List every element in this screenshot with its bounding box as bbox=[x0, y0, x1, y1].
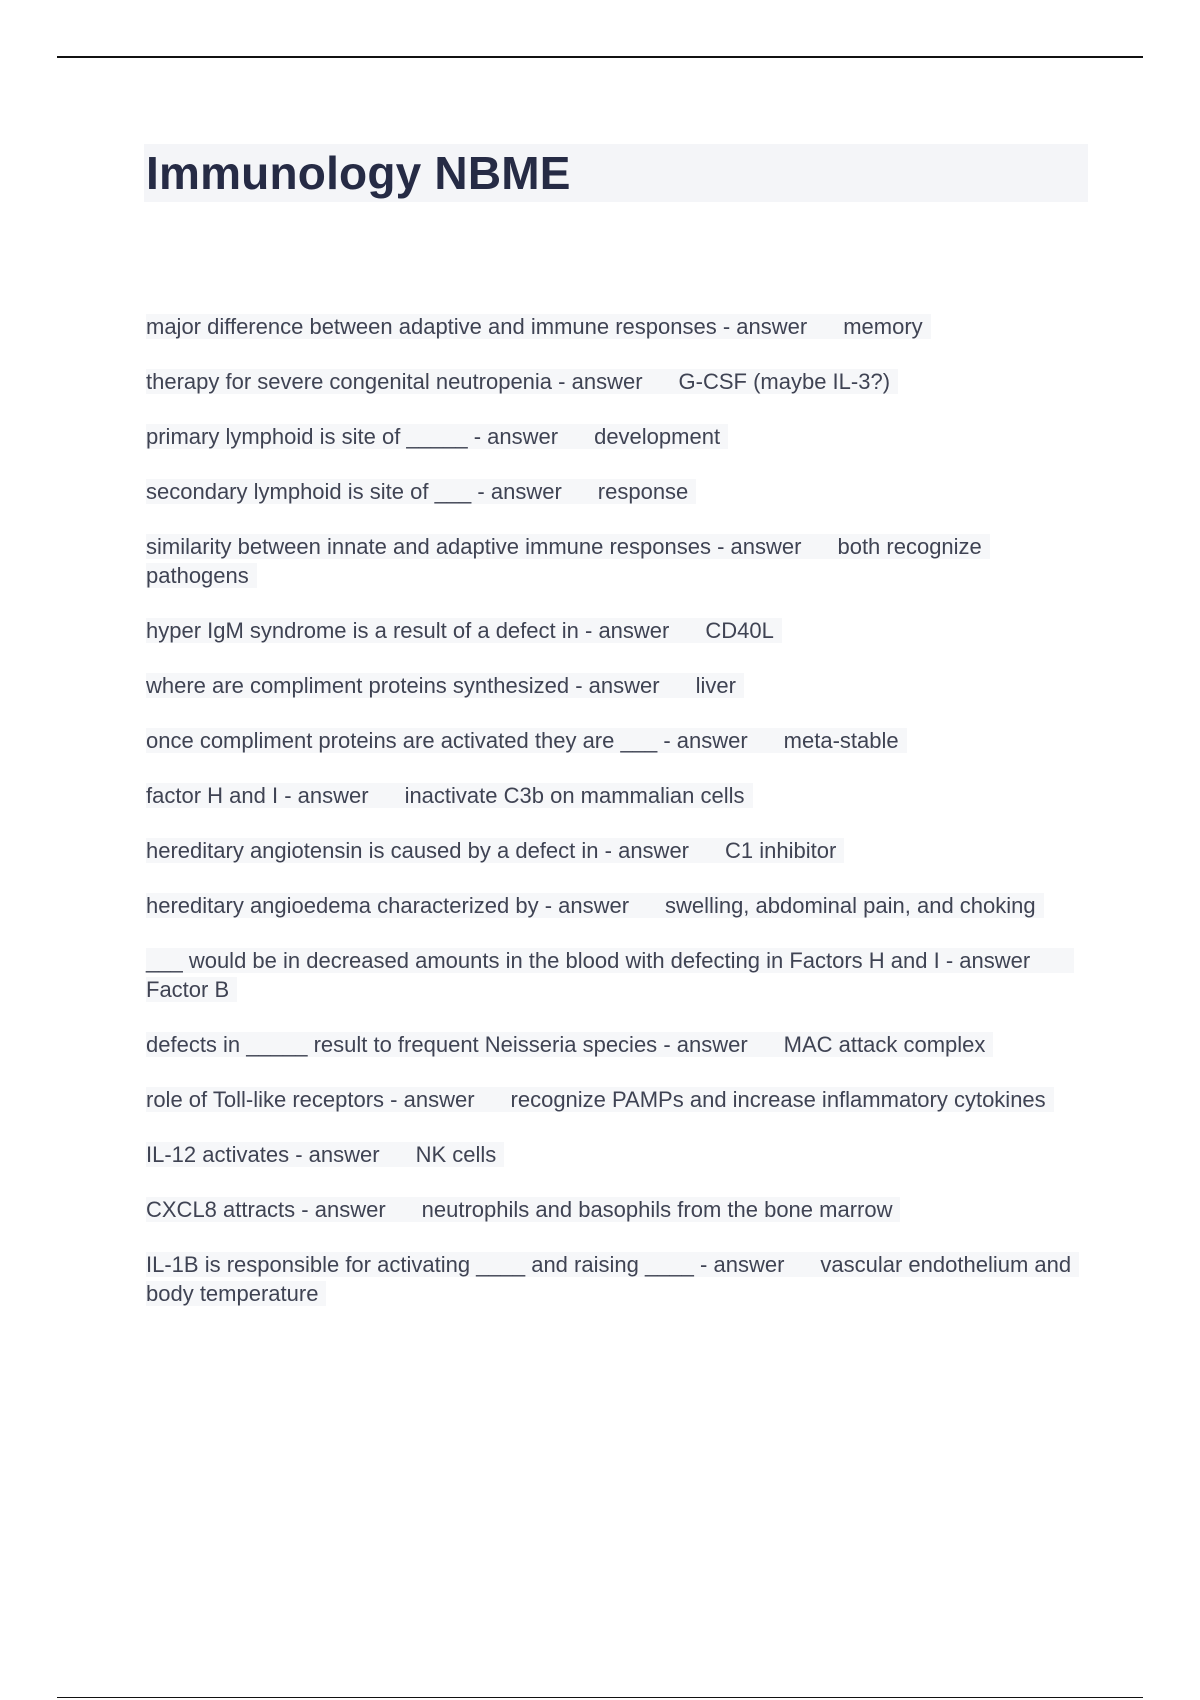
flashcard-answer: inactivate C3b on mammalian cells bbox=[404, 783, 745, 808]
answer-marker: - answer bbox=[301, 1197, 386, 1222]
flashcard-item bbox=[146, 1195, 1076, 1224]
flashcard-item bbox=[146, 1140, 1076, 1169]
answer-marker: - answer bbox=[604, 838, 689, 863]
answer-marker: - answer bbox=[945, 948, 1031, 973]
flashcard-item bbox=[146, 367, 1076, 396]
flashcard-question: CXCL8 attracts bbox=[146, 1197, 296, 1222]
flashcard-item bbox=[146, 891, 1076, 920]
flashcard-item bbox=[146, 532, 1076, 590]
flashcard-list bbox=[146, 312, 1076, 1334]
flashcard-question: once compliment proteins are activated they are ___ bbox=[146, 728, 658, 753]
answer-marker: - answer bbox=[390, 1087, 475, 1112]
flashcard-answer: G-CSF (maybe IL-3?) bbox=[678, 369, 891, 394]
answer-marker: - answer bbox=[477, 479, 562, 504]
flashcard-answer: MAC attack complex bbox=[783, 1032, 986, 1057]
flashcard-item bbox=[146, 1030, 1076, 1059]
flashcard-question: primary lymphoid is site of _____ bbox=[146, 424, 468, 449]
top-divider bbox=[57, 56, 1143, 58]
answer-marker: - answer bbox=[575, 673, 660, 698]
flashcard-item bbox=[146, 312, 1076, 341]
flashcard-answer: swelling, abdominal pain, and choking bbox=[665, 893, 1036, 918]
flashcard-item bbox=[146, 1250, 1076, 1308]
flashcard-question: hereditary angiotensin is caused by a defect in bbox=[146, 838, 599, 863]
flashcard-item bbox=[146, 671, 1076, 700]
flashcard-question: similarity between innate and adaptive immune responses bbox=[146, 534, 711, 559]
flashcard-answer: vascular endothelium and body temperature bbox=[146, 1252, 1072, 1306]
answer-marker: - answer bbox=[544, 893, 630, 918]
answer-marker: - answer bbox=[473, 424, 559, 449]
flashcard-answer: response bbox=[597, 479, 689, 504]
flashcard-item bbox=[146, 946, 1076, 1004]
page-title: Immunology NBME bbox=[146, 147, 571, 199]
bottom-divider bbox=[57, 1697, 1143, 1698]
flashcard-question: hyper IgM syndrome is a result of a defect in bbox=[146, 618, 579, 643]
answer-marker: - answer bbox=[663, 728, 748, 753]
flashcard-item bbox=[146, 477, 1076, 506]
flashcard-answer: recognize PAMPs and increase inflammatory cytokines bbox=[510, 1087, 1046, 1112]
flashcard-question: IL-12 activates bbox=[146, 1142, 290, 1167]
flashcard-question: secondary lymphoid is site of ___ bbox=[146, 479, 472, 504]
flashcard-question: defects in _____ result to frequent Neisseria species bbox=[146, 1032, 658, 1057]
answer-marker: - answer bbox=[663, 1032, 748, 1057]
flashcard-answer: development bbox=[594, 424, 721, 449]
flashcard-answer: both recognize pathogens bbox=[146, 534, 982, 588]
flashcard-question: IL-1B is responsible for activating ____ and raising ____ bbox=[146, 1252, 694, 1277]
flashcard-item bbox=[146, 781, 1076, 810]
flashcard-answer: CD40L bbox=[705, 618, 774, 643]
flashcard-question: hereditary angioedema characterized by bbox=[146, 893, 539, 918]
answer-marker: - answer bbox=[295, 1142, 380, 1167]
flashcard-item bbox=[146, 726, 1076, 755]
flashcard-item bbox=[146, 1085, 1076, 1114]
answer-marker: - answer bbox=[722, 314, 808, 339]
answer-marker: - answer bbox=[284, 783, 369, 808]
flashcard-question: ___ would be in decreased amounts in the blood with defecting in Factors H and I bbox=[146, 948, 940, 973]
flashcard-question: factor H and I bbox=[146, 783, 279, 808]
flashcard-item bbox=[146, 616, 1076, 645]
answer-marker: - answer bbox=[558, 369, 643, 394]
answer-marker: - answer bbox=[700, 1252, 785, 1277]
flashcard-question: role of Toll-like receptors bbox=[146, 1087, 385, 1112]
flashcard-answer: memory bbox=[843, 314, 923, 339]
flashcard-answer: liver bbox=[695, 673, 736, 698]
flashcard-answer: neutrophils and basophils from the bone marrow bbox=[421, 1197, 893, 1222]
flashcard-question: major difference between adaptive and immune responses bbox=[146, 314, 717, 339]
flashcard-item bbox=[146, 836, 1076, 865]
flashcard-question: where are compliment proteins synthesized bbox=[146, 673, 570, 698]
flashcard-answer: Factor B bbox=[146, 977, 230, 1002]
flashcard-item bbox=[146, 422, 1076, 451]
flashcard-answer: C1 inhibitor bbox=[725, 838, 837, 863]
flashcard-answer: meta-stable bbox=[783, 728, 899, 753]
answer-marker: - answer bbox=[717, 534, 802, 559]
answer-marker: - answer bbox=[585, 618, 670, 643]
flashcard-question: therapy for severe congenital neutropenia bbox=[146, 369, 553, 394]
flashcard-answer: NK cells bbox=[415, 1142, 497, 1167]
